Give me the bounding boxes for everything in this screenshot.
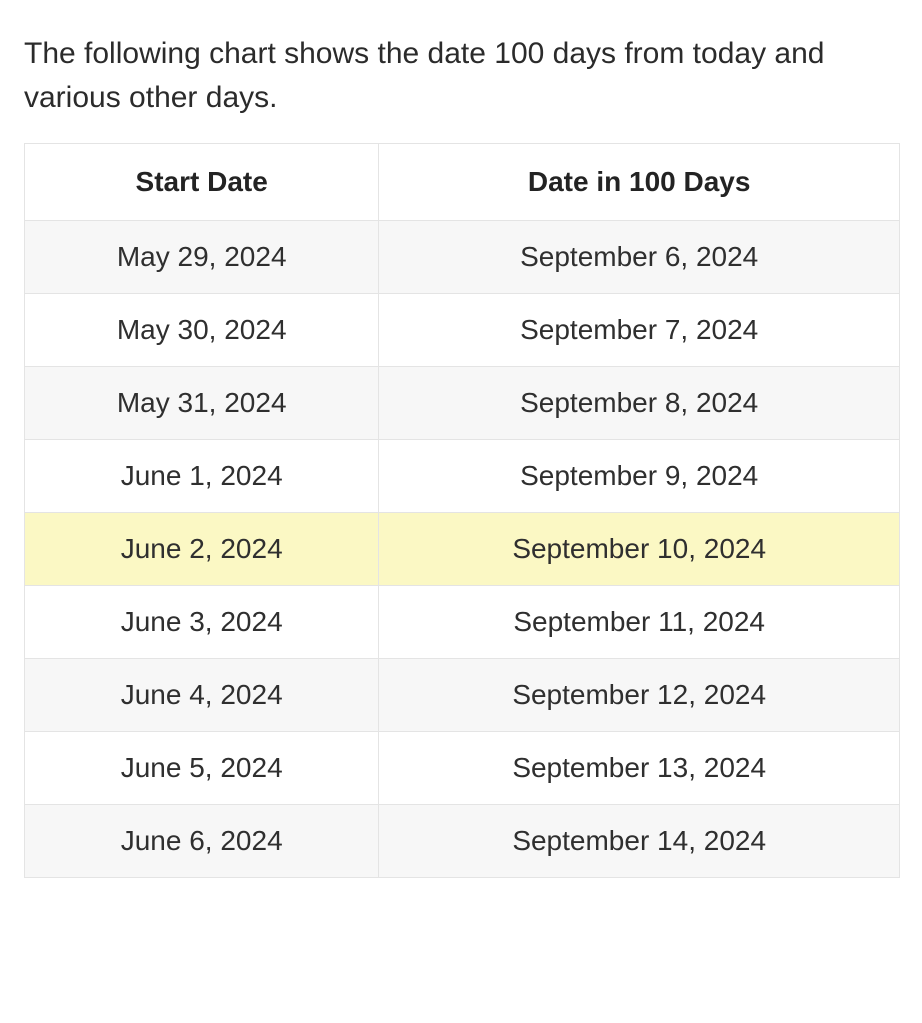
table-body: [25, 221, 900, 878]
cell-start-date: June 2, 2024: [25, 513, 379, 586]
table-row: [25, 294, 900, 367]
cell-date-in-100-days: September 11, 2024: [379, 586, 900, 659]
table-row: [25, 586, 900, 659]
cell-date-in-100-days: September 12, 2024: [379, 659, 900, 732]
cell-date-in-100-days: September 13, 2024: [379, 732, 900, 805]
cell-start-date: June 6, 2024: [25, 805, 379, 878]
cell-start-date: May 30, 2024: [25, 294, 379, 367]
cell-start-date: May 29, 2024: [25, 221, 379, 294]
cell-date-in-100-days: September 9, 2024: [379, 440, 900, 513]
table-header-row: [25, 144, 900, 221]
cell-date-in-100-days: September 14, 2024: [379, 805, 900, 878]
cell-start-date: June 4, 2024: [25, 659, 379, 732]
cell-date-in-100-days: September 8, 2024: [379, 367, 900, 440]
cell-date-in-100-days: September 10, 2024: [379, 513, 900, 586]
table-row: [25, 367, 900, 440]
column-header-start-date: Start Date: [25, 144, 379, 221]
table-row: [25, 513, 900, 586]
cell-date-in-100-days: September 7, 2024: [379, 294, 900, 367]
date-conversion-table: [24, 143, 900, 878]
table-row: [25, 732, 900, 805]
table-row: [25, 659, 900, 732]
column-header-date-in-100-days: Date in 100 Days: [379, 144, 900, 221]
cell-start-date: June 1, 2024: [25, 440, 379, 513]
table-header: [25, 144, 900, 221]
cell-date-in-100-days: September 6, 2024: [379, 221, 900, 294]
table-row: [25, 440, 900, 513]
cell-start-date: June 3, 2024: [25, 586, 379, 659]
table-row: [25, 221, 900, 294]
cell-start-date: June 5, 2024: [25, 732, 379, 805]
cell-start-date: May 31, 2024: [25, 367, 379, 440]
table-row: [25, 805, 900, 878]
intro-paragraph: The following chart shows the date 100 days from today and various other days.: [24, 37, 825, 114]
